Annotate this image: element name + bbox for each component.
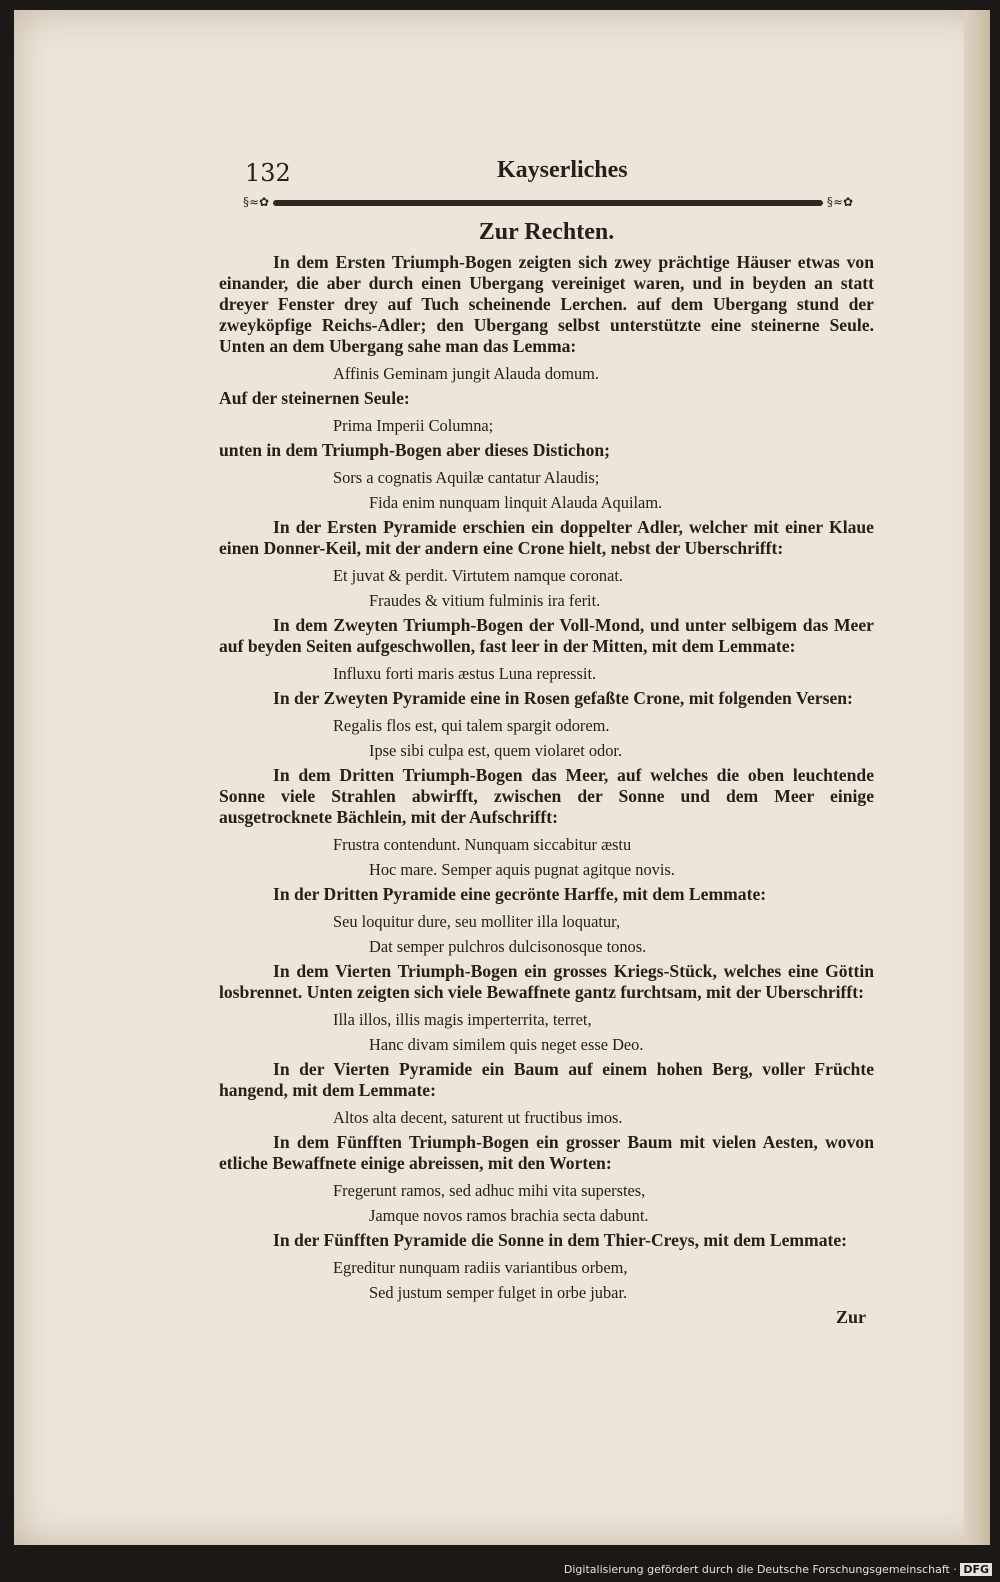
verse-line: Illa illos, illis magis imperterrita, terret, xyxy=(333,1010,592,1029)
page-edge xyxy=(964,10,990,1545)
verse-line: Egreditur nunquam radiis variantibus orbem, xyxy=(333,1258,628,1277)
paragraph: In der Fünfften Pyramide die Sonne in dem Thier-Creys, mit dem Lemmate: xyxy=(273,1230,848,1250)
verse-line: Hanc divam similem quis neget esse Deo. xyxy=(369,1035,644,1054)
paragraph: In der Dritten Pyramide eine gecrönte Harffe, mit dem Lemmate: xyxy=(273,884,767,904)
verse-line: Altos alta decent, saturent ut fructibus imos. xyxy=(333,1108,623,1127)
ornament-right-icon: §≈✿ xyxy=(826,195,853,209)
rule-bar xyxy=(273,200,823,206)
paragraph: In der Ersten Pyramide erschien ein doppelter Adler, welcher mit einer Klaue einen Donner-Keil, mit der andern eine Crone hielt, nebst der Uberschrifft: xyxy=(219,517,874,558)
page-content xyxy=(219,155,874,1328)
paragraph: unten in dem Triumph-Bogen aber dieses Distichon; xyxy=(219,440,611,460)
paragraph: In dem Vierten Triumph-Bogen ein grosses Kriegs-Stück, welches eine Göttin losbrennet. Unten zeigten sich viele Bewaffnete gantz furchtsam, mit der Uberschrifft: xyxy=(219,961,874,1002)
verse-line: Ipse sibi culpa est, quem violaret odor. xyxy=(369,741,623,760)
verse-line: Hoc mare. Semper aquis pugnat agitque novis. xyxy=(369,860,675,879)
verse-line: Dat semper pulchros dulcisonosque tonos. xyxy=(369,937,647,956)
paragraph: In der Zweyten Pyramide eine in Rosen gefaßte Crone, mit folgenden Versen: xyxy=(273,688,853,708)
section-heading: Zur Rechten. xyxy=(478,219,615,245)
body-text xyxy=(219,252,874,1303)
paragraph: In dem Ersten Triumph-Bogen zeigten sich zwey prächtige Häuser etwas von einander, die aber durch einen Ubergang vereiniget waren, und in beyden an statt dreyer Fenster drey auf Tuch scheinende Lerchen. auf dem Ubergang stund der zweyköpfige Reichs-Adler; den Ubergang selbst unterstützte eine steinerne Seule. Unten an dem Ubergang sahe man das Lemma: xyxy=(219,252,874,356)
verse-line: Prima Imperii Columna; xyxy=(333,416,494,435)
paragraph: In dem Dritten Triumph-Bogen das Meer, auf welches die oben leuchtende Sonne viele Strahlen abwirfft, zwischen der Sonne und dem Meer einige ausgetrocknete Bächlein, mit der Aufschrifft: xyxy=(219,765,874,827)
paragraph: In dem Zweyten Triumph-Bogen der Voll-Mond, und unter selbigem das Meer auf beyden Seiten aufgeschwollen, fast leer in der Mitten, mit dem Lemmate: xyxy=(219,615,874,656)
verse-line: Seu loquitur dure, seu molliter illa loquatur, xyxy=(333,912,621,931)
verse-line: Fraudes & vitium fulminis ira ferit. xyxy=(369,591,601,610)
verse-line: Influxu forti maris æstus Luna repressit. xyxy=(333,664,597,683)
dfg-logo: DFG xyxy=(960,1563,992,1576)
catchword: Zur xyxy=(835,1307,866,1327)
verse-line: Frustra contendunt. Nunquam siccabitur æstu xyxy=(333,835,632,854)
page-header xyxy=(219,155,874,191)
ornament-left-icon: §≈✿ xyxy=(243,195,270,209)
digitization-credit xyxy=(564,1563,992,1576)
verse-line: Affinis Geminam jungit Alauda domum. xyxy=(333,364,600,383)
verse-line: Et juvat & perdit. Virtutem namque coronat. xyxy=(333,566,624,585)
verse-line: Sors a cognatis Aquilæ cantatur Alaudis; xyxy=(333,468,600,487)
page-number: 132 xyxy=(245,159,291,187)
header-rule xyxy=(243,195,853,211)
paragraph: In der Vierten Pyramide ein Baum auf einem hohen Berg, voller Früchte hangend, mit dem Lemmate: xyxy=(219,1059,874,1100)
paragraph: Auf der steinernen Seule: xyxy=(219,388,410,408)
verse-line: Sed justum semper fulget in orbe jubar. xyxy=(369,1283,628,1302)
verse-line: Jamque novos ramos brachia secta dabunt. xyxy=(369,1206,649,1225)
verse-line: Fida enim nunquam linquit Alauda Aquilam. xyxy=(369,493,663,512)
paragraph: In dem Fünfften Triumph-Bogen ein grosser Baum mit vielen Aesten, wovon etliche Bewaffnete einige abreissen, mit den Worten: xyxy=(219,1132,874,1173)
book-page xyxy=(14,10,990,1545)
running-title: Kayserliches xyxy=(497,157,628,183)
verse-line: Regalis flos est, qui talem spargit odorem. xyxy=(333,716,610,735)
verse-line: Fregerunt ramos, sed adhuc mihi vita superstes, xyxy=(333,1181,646,1200)
credit-text: Digitalisierung gefördert durch die Deutsche Forschungsgemeinschaft · xyxy=(563,1563,957,1576)
